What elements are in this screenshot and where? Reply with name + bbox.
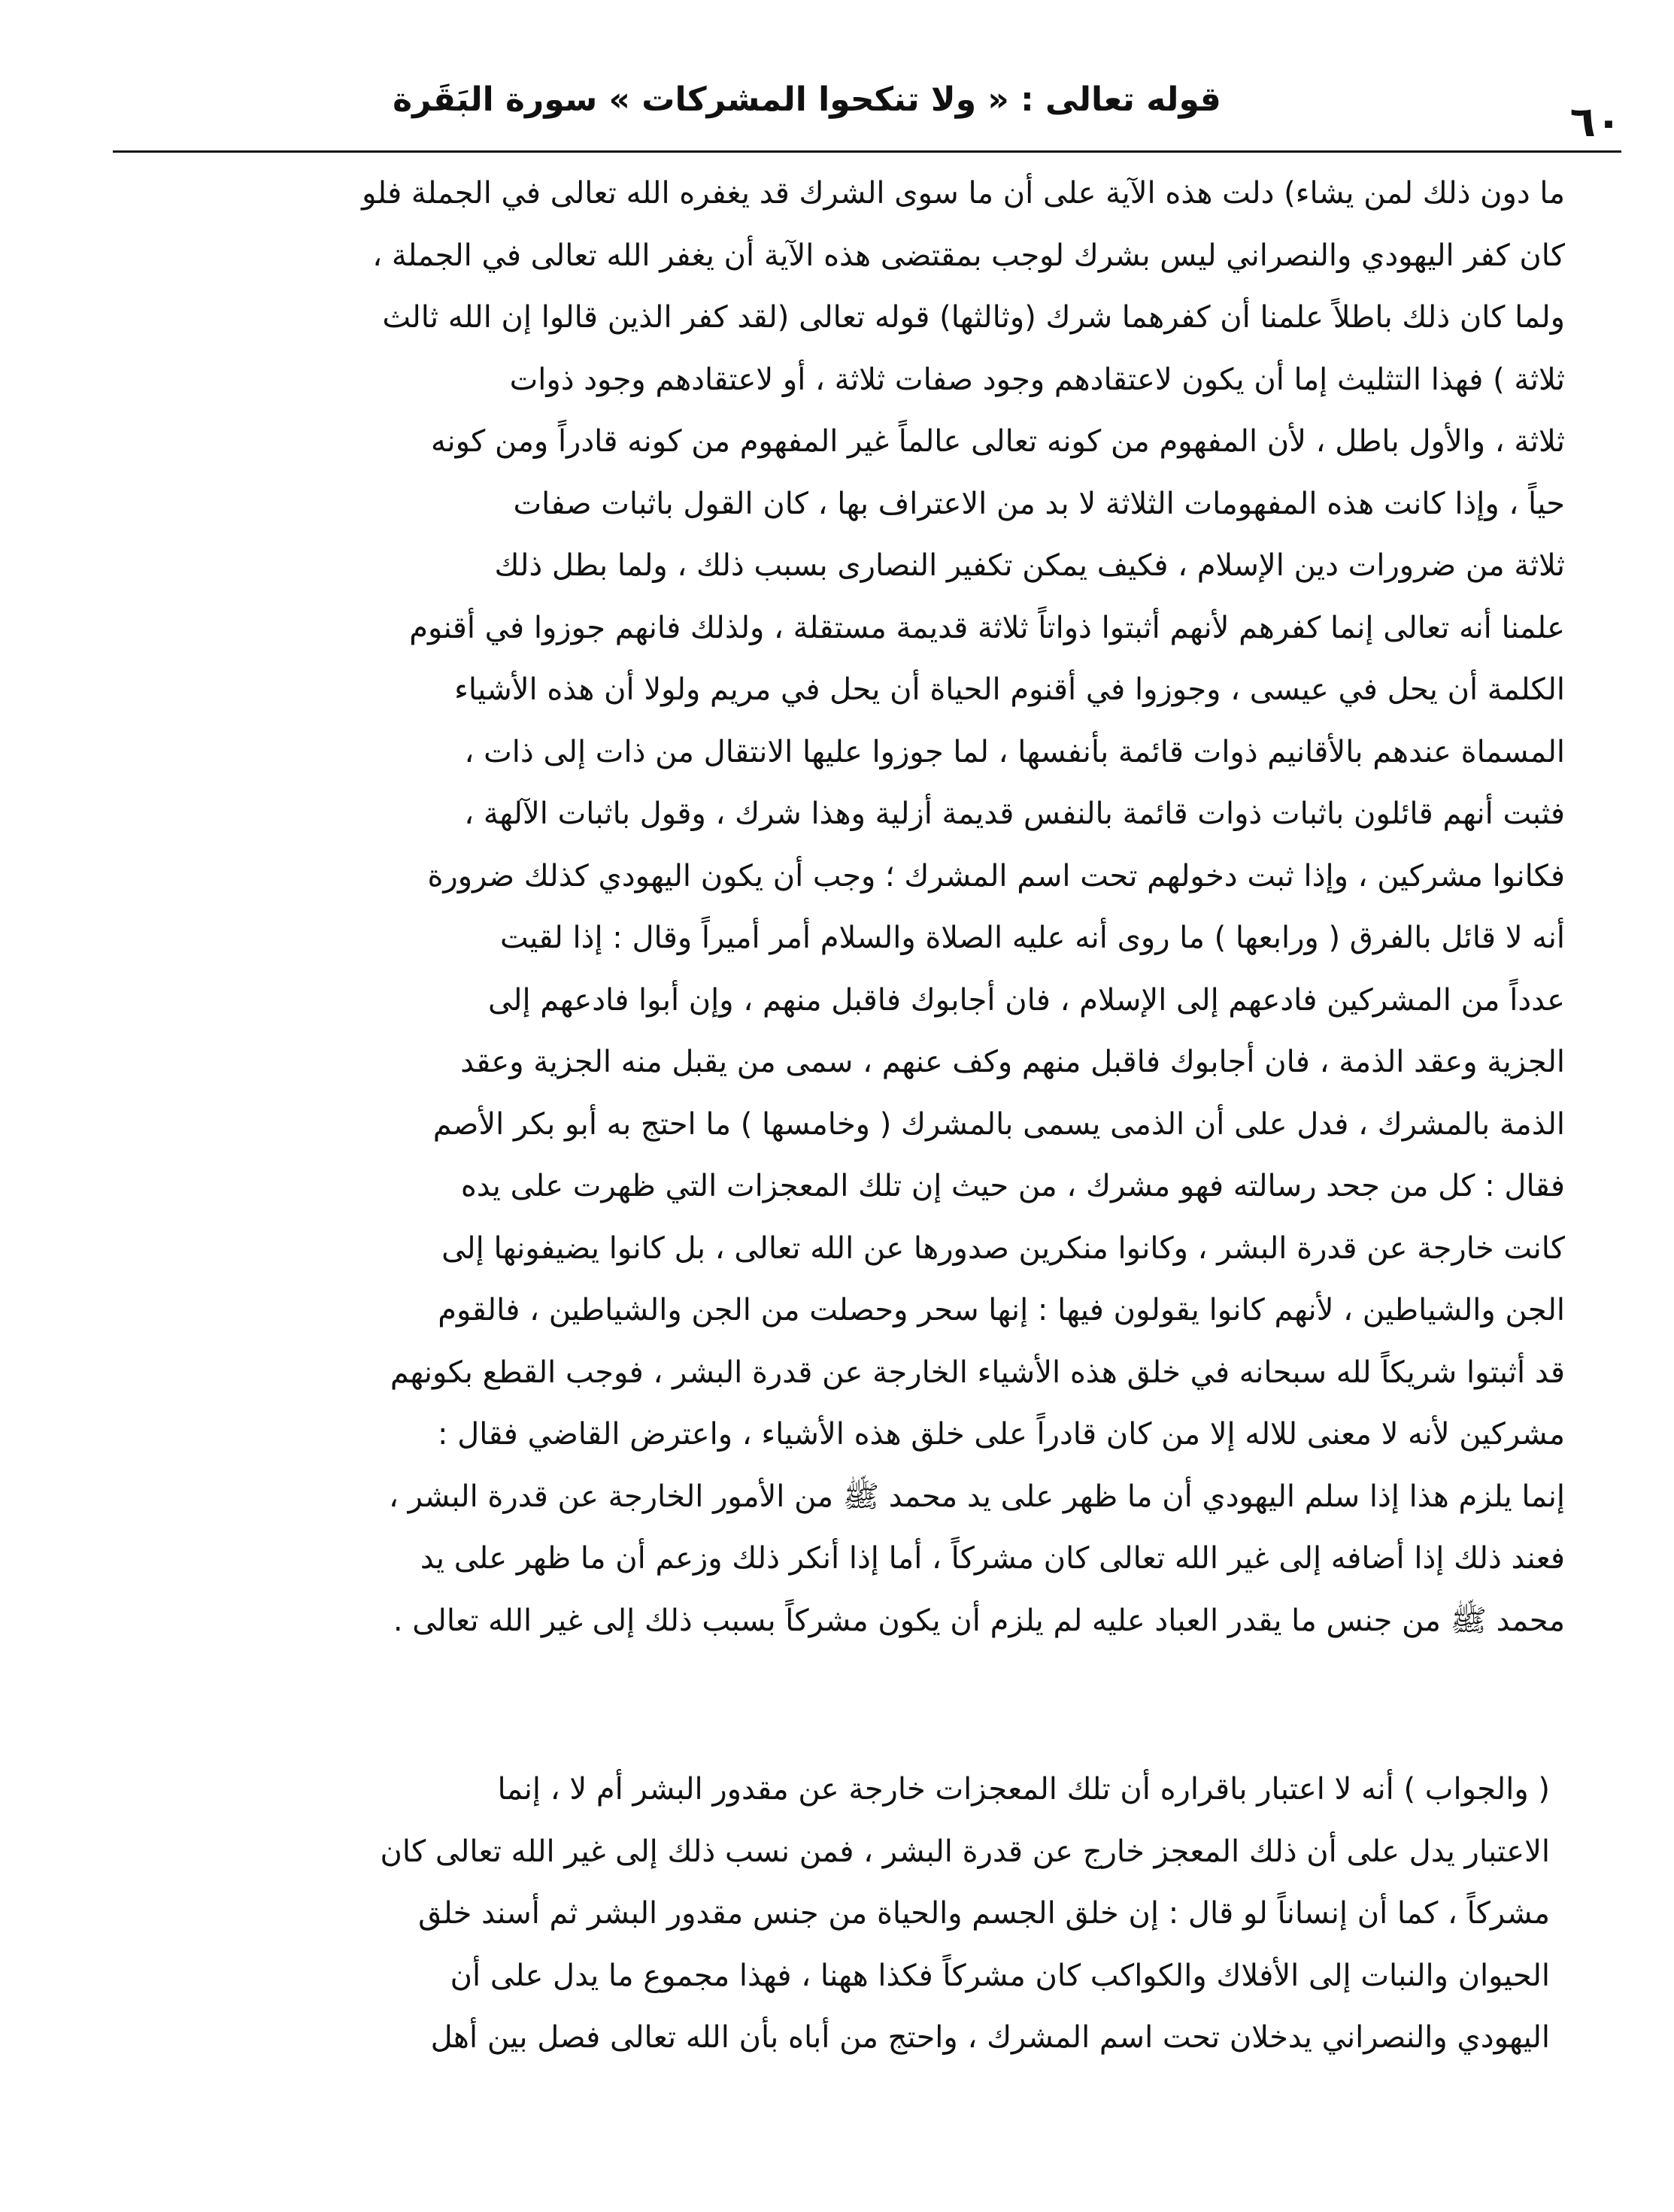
text-line: المسماة عندهم بالأقانيم ذوات قائمة بأنفسها ، لما جوزوا عليها الانتقال من ذات إلى ذات ،	[464, 734, 1565, 769]
text-line: ما دون ذلك لمن يشاء) دلت هذه الآية على أن ما سوى الشرك قد يغفره الله تعالى في الجملة فلو	[362, 176, 1565, 211]
text-line: ( والجواب ) أنه لا اعتبار باقراره أن تلك المعجزات خارجة عن مقدور البشر أم لا ، إنما	[497, 1772, 1550, 1807]
text-line: ثلاثة ، والأول باطل ، لأن المفهوم من كونه تعالى عالماً غير المفهوم من كونه قادراً ومن كونه	[431, 424, 1565, 459]
text-line: كان كفر اليهودي والنصراني ليس بشرك لوجب بمقتضى هذه الآية أن يغفر الله تعالى في الجملة ،	[372, 238, 1565, 273]
text-line: كانت خارجة عن قدرة البشر ، وكانوا منكرين صدورها عن الله تعالى ، بل كانوا يضيفونها إلى	[441, 1230, 1565, 1266]
header-title: قوله تعالى : « ولا تنكحوا المشركات » سورة البَقَرة	[393, 80, 1221, 119]
text-line: ثلاثة من ضرورات دين الإسلام ، فكيف يمكن تكفير النصارى بسبب ذلك ، ولما بطل ذلك	[494, 548, 1565, 583]
text-line: حياً ، وإذا كانت هذه المفهومات الثلاثة لا بد من الاعتراف بها ، كان القول باثبات صفات	[513, 486, 1565, 521]
text-line: فكانوا مشركين ، وإذا ثبت دخولهم تحت اسم المشرك ؛ وجب أن يكون اليهودي كذلك ضرورة	[427, 858, 1565, 894]
text-line: فعند ذلك إذا أضافه إلى غير الله تعالى كان مشركاً ، أما إذا أنكر ذلك وزعم أن ما ظهر على يد	[420, 1541, 1565, 1576]
text-line: الحيوان والنبات إلى الأفلاك والكواكب كان مشركاً فكذا ههنا ، فهذا مجموع ما يدل على أن	[450, 1958, 1550, 1993]
text-line: علمنا أنه تعالى إنما كفرهم لأنهم أثبتوا ذواتاً ثلاثة قديمة مستقلة ، ولذلك فانهم جوزوا في أقنوم	[409, 610, 1565, 645]
text-line: الاعتبار يدل على أن ذلك المعجز خارج عن قدرة البشر ، فمن نسب ذلك إلى غير الله تعالى كان	[380, 1834, 1550, 1869]
text-line: الذمة بالمشرك ، فدل على أن الذمى يسمى بالمشرك ( وخامسها ) ما احتج به أبو بكر الأصم	[432, 1106, 1565, 1142]
text-line: الكلمة أن يحل في عيسى ، وجوزوا في أقنوم الحياة أن يحل في مريم ولولا أن هذه الأشياء	[454, 672, 1565, 707]
text-line: محمد ﷺ من جنس ما يقدر العباد عليه لم يلزم أن يكون مشركاً بسبب ذلك إلى غير الله تعالى .	[393, 1603, 1565, 1638]
text-line: مشركاً ، كما أن إنساناً لو قال : إن خلق الجسم والحياة من جنس مقدور البشر ثم أسند خلق	[418, 1896, 1550, 1931]
paragraph-1	[109, 162, 1565, 1652]
page-number: ٦٠	[1569, 98, 1621, 147]
text-line: مشركين لأنه لا معنى للاله إلا من كان قادراً على خلق هذه الأشياء ، واعترض القاضي فقال :	[437, 1417, 1565, 1452]
text-line: قد أثبتوا شريكاً لله سبحانه في خلق هذه الأشياء الخارجة عن قدرة البشر ، فوجب القطع بكونهم	[390, 1355, 1565, 1390]
text-line: ولما كان ذلك باطلاً علمنا أن كفرهما شرك (وثالثها) قوله تعالى (لقد كفر الذين قالوا إن الله ثالث	[382, 300, 1565, 335]
text-line: فقال : كل من جحد رسالته فهو مشرك ، من حيث إن تلك المعجزات التي ظهرت على يده	[460, 1169, 1565, 1203]
text-line: ثلاثة ) فهذا التثليث إما أن يكون لاعتقادهم وجود صفات ثلاثة ، أو لاعتقادهم وجود ذوات	[509, 362, 1565, 397]
text-line: إنما يلزم هذا إذا سلم اليهودي أن ما ظهر على يد محمد ﷺ من الأمور الخارجة عن قدرة البشر ،	[388, 1479, 1565, 1514]
text-line: اليهودي والنصراني يدخلان تحت اسم المشرك ، واحتج من أباه بأن الله تعالى فصل بين أهل	[430, 2020, 1550, 2055]
text-line: الجزية وعقد الذمة ، فان أجابوك فاقبل منهم وكف عنهم ، سمى من يقبل منه الجزية وعقد	[460, 1045, 1565, 1079]
running-header	[98, 66, 1516, 132]
text-line: أنه لا قائل بالفرق ( ورابعها ) ما روى أنه عليه الصلاة والسلام أمر أميراً وقال : إذا لقيت	[500, 921, 1565, 955]
header-divider	[113, 150, 1621, 153]
text-line: الجن والشياطين ، لأنهم كانوا يقولون فيها : إنها سحر وحصلت من الجن والشياطين ، فالقوم	[438, 1293, 1565, 1328]
paragraph-2	[109, 1758, 1565, 2069]
text-line: فثبت أنهم قائلون باثبات ذوات قائمة بالنفس قديمة أزلية وهذا شرك ، وقول باثبات الآلهة ،	[464, 797, 1565, 831]
text-line: عدداً من المشركين فادعهم إلى الإسلام ، فان أجابوك فاقبل منهم ، وإن أبوا فادعهم إلى	[487, 982, 1565, 1018]
